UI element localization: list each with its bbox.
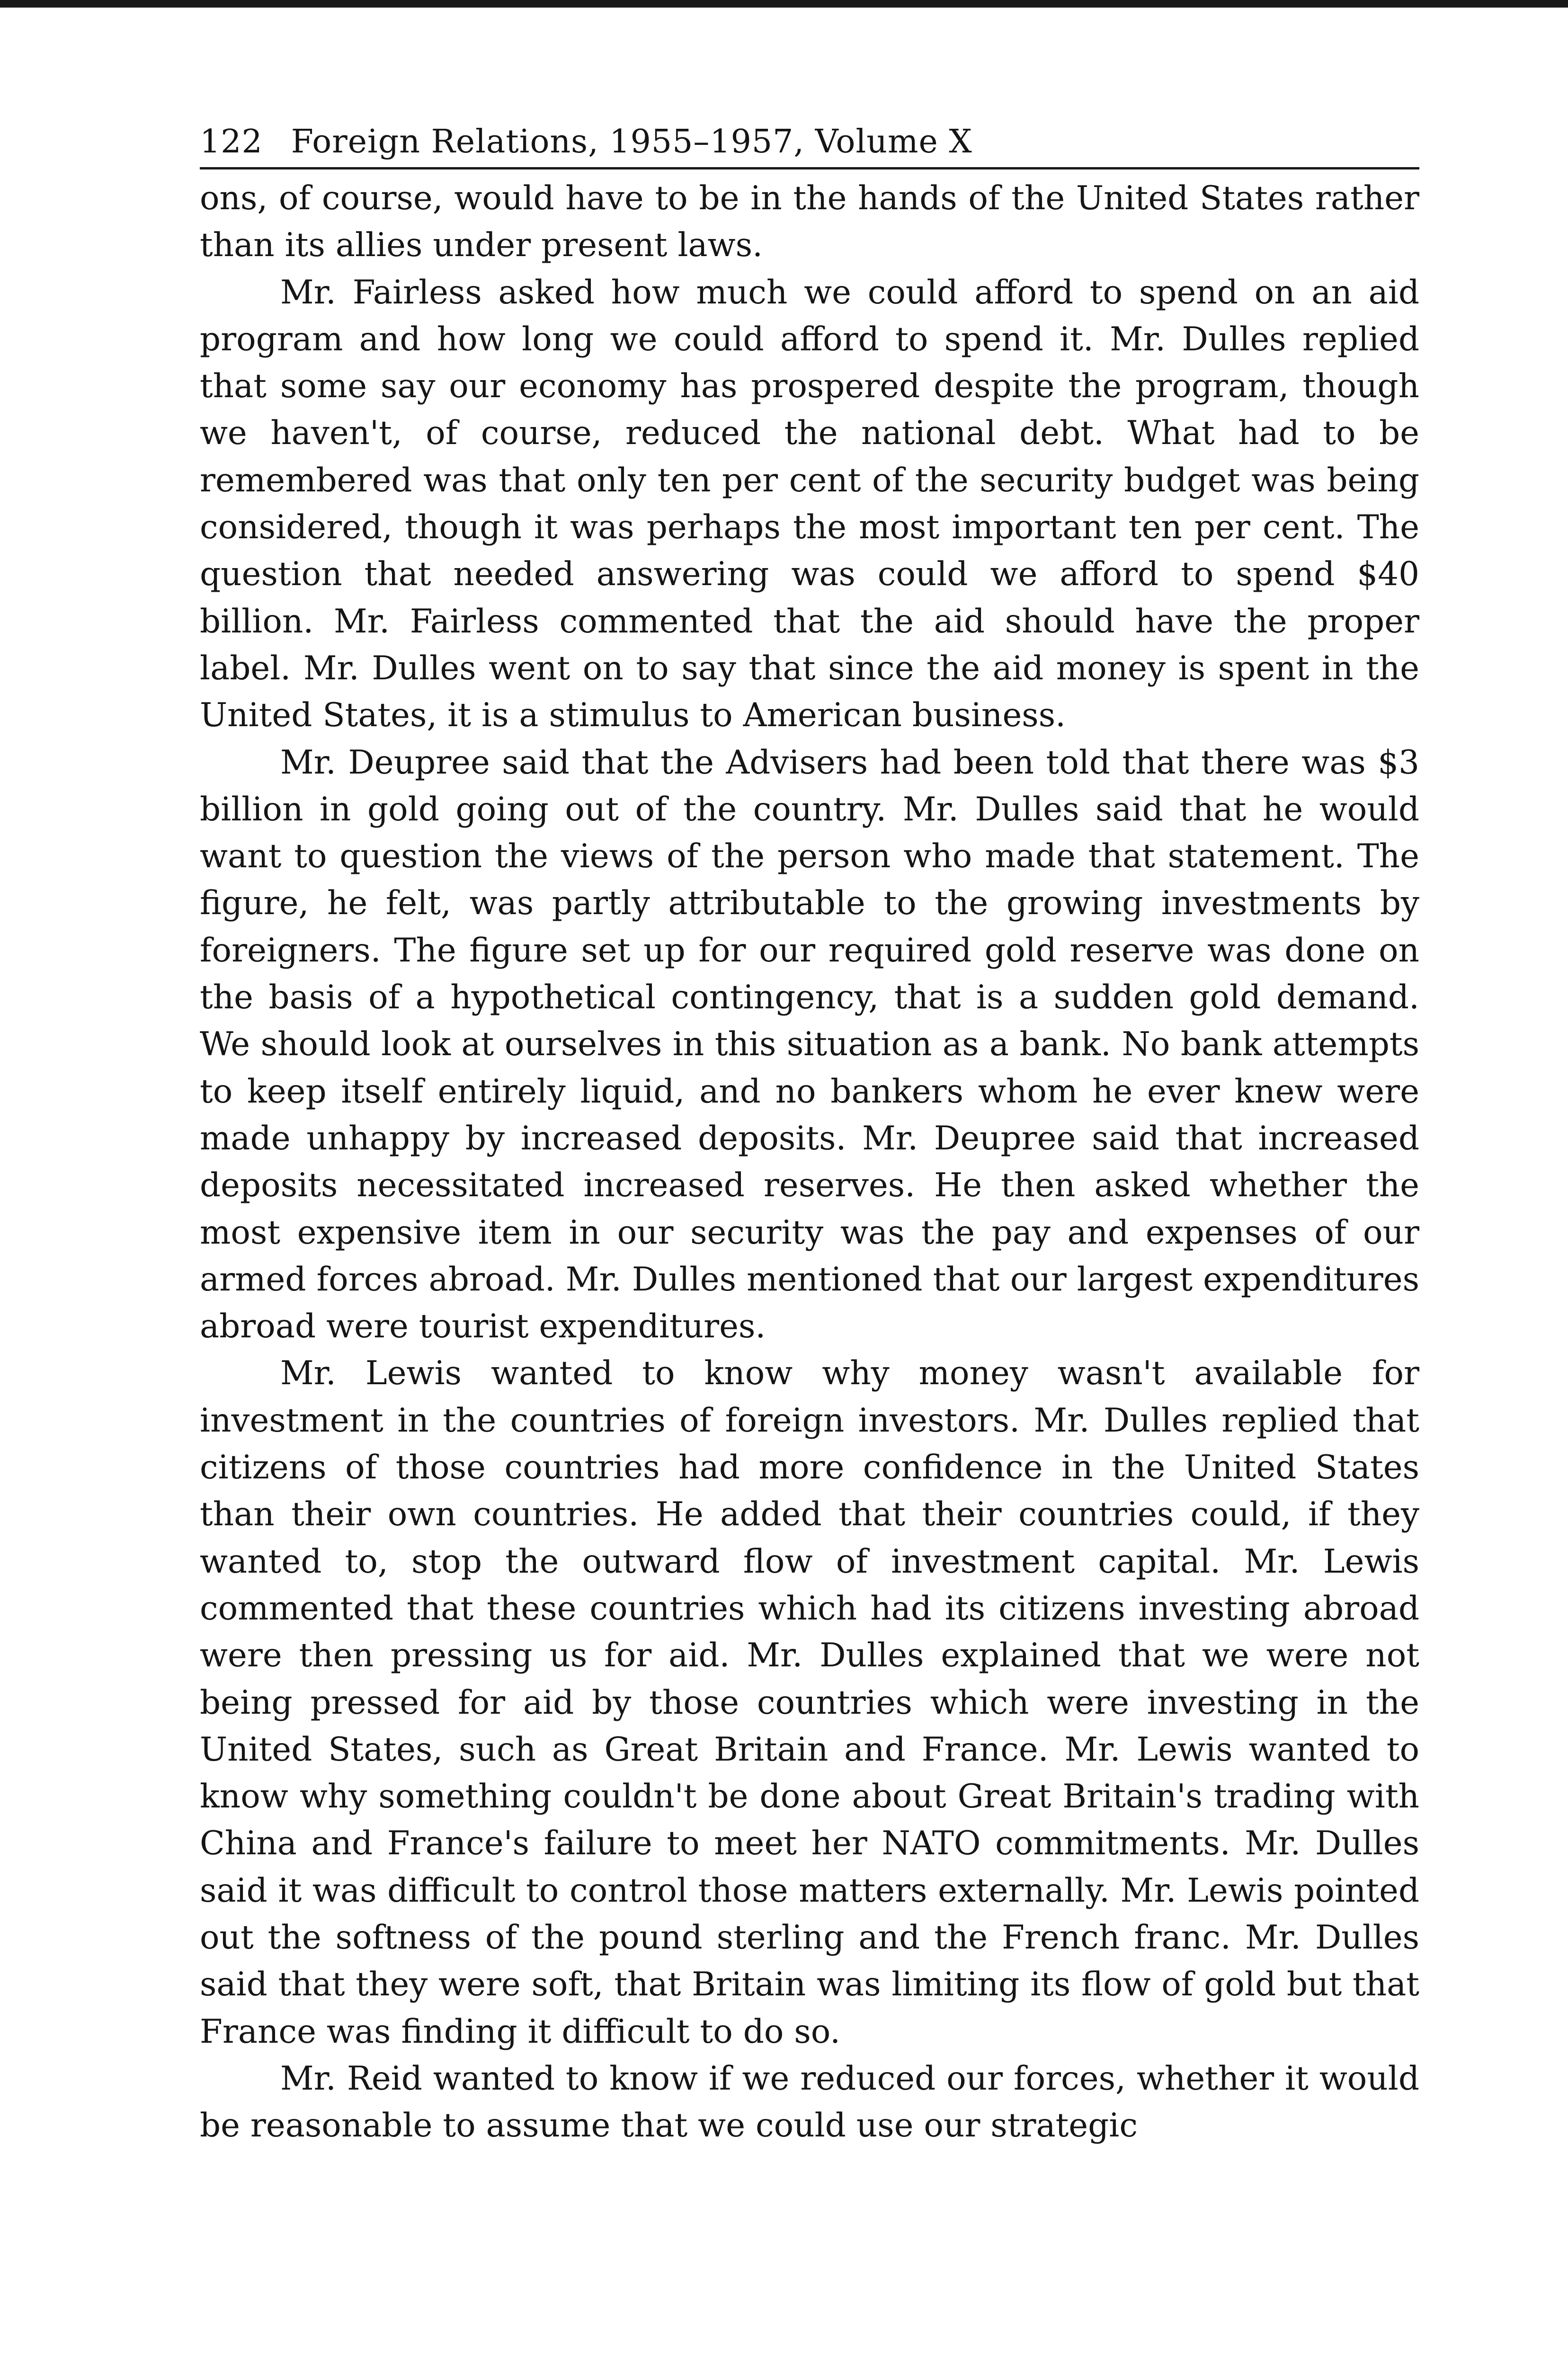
paragraph-reid: Mr. Reid wanted to know if we reduced our forces, whether it would be reasonable to assume that we could use our strategic	[200, 2059, 1419, 2145]
document-page	[200, 121, 1419, 2149]
paragraph-lewis: Mr. Lewis wanted to know why money wasn't available for investment in the countries of foreign investors. Mr. Dulles replied that citizens of those countries had more confidence in the United States than their own countries. He added that their countries could, if they wanted to, stop the outward flow of investment capital. Mr. Lewis commented that these countries which had its citizens investing abroad were then pressing us for aid. Mr. Dulles explained that we were not being pressed for aid by those countries which were investing in the United States, such as Great Britain and France. Mr. Lewis wanted to know why something couldn't be done about Great Britain's trading with China and France's failure to meet her NATO commitments. Mr. Dulles said it was difficult to control those matters externally. Mr. Lewis pointed out the softness of the pound sterling and the French franc. Mr. Dulles said that they were soft, that Britain was limiting its flow of gold but that France was finding it difficult to do so.	[200, 1354, 1419, 2051]
top-edge-rule	[0, 0, 1568, 8]
page-number: 122	[200, 123, 263, 160]
paragraph-deupree: Mr. Deupree said that the Advisers had been told that there was $3 billion in gold going out of the country. Mr. Dulles said that he would want to question the views of the person who made that statement. The figure, he felt, was partly attributable to the growing investments by foreigners. The figure set up for our required gold reserve was done on the basis of a hypothetical contingency, that is a sudden gold demand. We should look at ourselves in this situation as a bank. No bank attempts to keep itself entirely liquid, and no bankers whom he ever knew were made unhappy by increased deposits. Mr. Deupree said that increased deposits necessitated increased reserves. He then asked whether the most expensive item in our security was the pay and expenses of our armed forces abroad. Mr. Dulles mentioned that our largest expenditures abroad were tourist expenditures.	[200, 743, 1419, 1346]
paragraph-fairless: Mr. Fairless asked how much we could afford to spend on an aid program and how long we could afford to spend it. Mr. Dulles replied that some say our economy has prospered despite the program, though we haven't, of course, reduced the national debt. What had to be remembered was that only ten per cent of the security budget was being considered, though it was perhaps the most important ten per cent. The question that needed answering was could we afford to spend $40 billion. Mr. Fairless commented that the aid should have the proper label. Mr. Dulles went on to say that since the aid money is spent in the United States, it is a stimulus to American business.	[200, 273, 1419, 735]
running-head	[200, 121, 1419, 169]
paragraph-continued: ons, of course, would have to be in the hands of the United States rather than its allies under present laws.	[200, 179, 1419, 265]
running-head-title: Foreign Relations, 1955–1957, Volume X	[291, 123, 972, 160]
body-text	[200, 175, 1419, 2149]
